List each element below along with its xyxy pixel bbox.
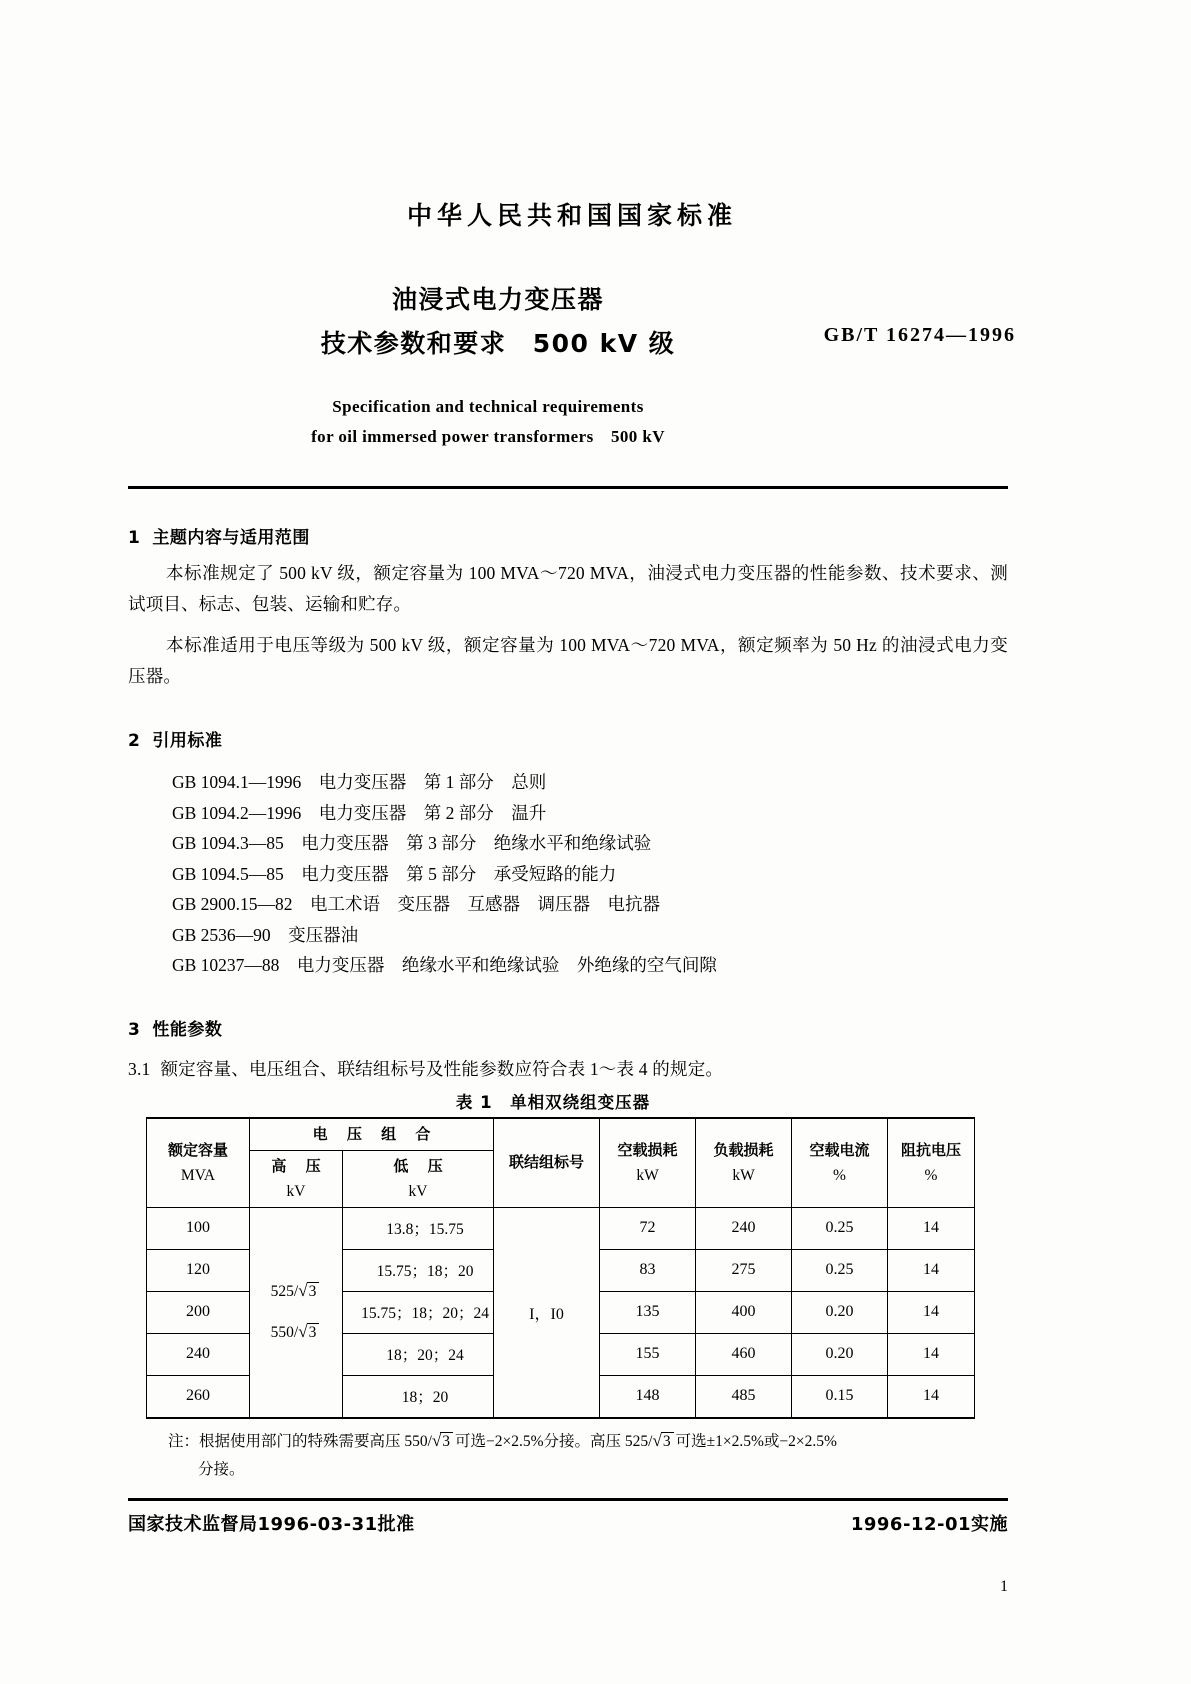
footer-implementation-text: 1996-12-01实施	[850, 1513, 1008, 1535]
cell-no-load-loss: 72	[600, 1207, 696, 1249]
english-title-line2: for oil immersed power transformers 500 kV	[311, 427, 665, 446]
high-voltage-option-2	[252, 1312, 340, 1353]
note-text-part-2: 可选−2×2.5%分接。高压 525/	[455, 1432, 653, 1450]
subsection-3-1	[128, 1056, 1008, 1081]
cell-capacity: 100	[147, 1207, 250, 1249]
cell-no-load-current: 0.20	[792, 1333, 888, 1375]
hv1-numerator: 525/	[270, 1283, 299, 1300]
cell-load-loss: 485	[696, 1375, 792, 1418]
cell-no-load-current: 0.15	[792, 1375, 888, 1418]
cell-no-load-current: 0.25	[792, 1249, 888, 1291]
national-standard-banner: 中华人民共和国国家标准	[406, 201, 737, 230]
cell-load-loss: 400	[696, 1291, 792, 1333]
cell-high-voltage	[250, 1207, 343, 1418]
section-3-number: 3	[128, 1019, 141, 1040]
list-item: GB 1094.3—85 电力变压器 第 3 部分 绝缘水平和绝缘试验	[172, 833, 652, 853]
referenced-standards-list	[128, 767, 1008, 981]
section-1-number: 1	[128, 528, 141, 548]
table-1-header	[147, 1118, 975, 1208]
th-rated-capacity-label: 额定容量	[167, 1140, 228, 1159]
section-1-paragraph-1: 本标准规定了 500 kV 级，额定容量为 100 MVA～720 MVA，油浸式电力变压器的性能参数、技术要求、测试项目、标志、包装、运输和贮存。	[128, 563, 1008, 614]
th-voltage-combination	[250, 1118, 494, 1151]
cell-low-voltage: 15.75；18；20；24	[343, 1291, 494, 1333]
th-no-load-current	[792, 1118, 888, 1208]
th-load-loss-unit: kW	[732, 1166, 755, 1184]
cell-capacity: 120	[147, 1249, 250, 1291]
table-row	[147, 1207, 975, 1249]
th-high-voltage	[250, 1150, 343, 1207]
cell-no-load-current: 0.25	[792, 1207, 888, 1249]
list-item: GB 1094.5—85 电力变压器 第 5 部分 承受短路的能力	[172, 863, 617, 884]
table-header-row-top	[147, 1118, 975, 1151]
list-item: GB 1094.2—1996 电力变压器 第 2 部分 温升	[172, 802, 547, 823]
table-1-note	[168, 1427, 968, 1484]
section-heading-3	[128, 1015, 1008, 1040]
sqrt-symbol-icon: √3	[432, 1427, 455, 1456]
title-block	[128, 278, 1016, 366]
cell-low-voltage: 13.8；15.75	[343, 1207, 494, 1249]
cell-no-load-loss: 83	[600, 1249, 696, 1291]
footer-divider-rule	[128, 1498, 1008, 1501]
list-item: GB 1094.1—1996 电力变压器 第 1 部分 总则	[172, 772, 547, 792]
th-high-voltage-label: 高 压	[271, 1156, 328, 1175]
section-3-title: 性能参数	[152, 1019, 223, 1040]
th-impedance-voltage-unit: %	[924, 1166, 938, 1184]
section-1-paragraph-2: 本标准适用于电压等级为 500 kV 级，额定容量为 100 MVA～720 MVA，额定频率为 50 Hz 的油浸式电力变压器。	[128, 635, 1008, 686]
cell-vector-group: I，I0	[494, 1207, 600, 1418]
document-title-line1: 油浸式电力变压器	[391, 285, 604, 314]
hv1-radicand: 3	[307, 1282, 320, 1300]
th-high-voltage-unit: kV	[286, 1182, 306, 1200]
section-2-number: 2	[128, 731, 141, 751]
cell-no-load-loss: 155	[600, 1333, 696, 1375]
section-1-title: 主题内容与适用范围	[152, 528, 310, 548]
table-1-single-phase-two-winding-transformers	[146, 1117, 975, 1419]
hv2-radicand: 3	[307, 1323, 320, 1341]
cell-load-loss: 240	[696, 1207, 792, 1249]
page-number: 1	[1000, 1577, 1008, 1595]
note-radicand-2: 3	[661, 1432, 674, 1450]
th-no-load-loss-unit: kW	[636, 1166, 659, 1184]
th-impedance-voltage	[888, 1118, 975, 1208]
footer-approval-text: 国家技术监督局1996-03-31批准	[128, 1513, 415, 1535]
th-load-loss	[696, 1118, 792, 1208]
th-voltage-combination-label: 电 压 组 合	[312, 1124, 438, 1143]
cell-low-voltage: 18；20；24	[343, 1333, 494, 1375]
standard-number: GB/T 16274—1996	[823, 324, 1016, 346]
subsection-3-1-number: 3.1	[128, 1058, 151, 1079]
english-title-line1: Specification and technical requirements	[332, 397, 644, 416]
sqrt-symbol-icon: √3	[298, 1312, 321, 1353]
list-item: GB 2900.15—82 电工术语 变压器 互感器 调压器 电抗器	[172, 894, 661, 914]
english-title-block	[128, 392, 1008, 452]
th-vector-group: 联结组标号	[494, 1118, 600, 1208]
cell-capacity: 200	[147, 1291, 250, 1333]
document-title-line2: 技术参数和要求 500 kV 级	[320, 329, 676, 358]
section-heading-1	[128, 523, 1008, 548]
sqrt-symbol-icon: √3	[298, 1271, 321, 1312]
table-1-body	[147, 1207, 975, 1418]
high-voltage-option-1	[252, 1271, 340, 1312]
list-item: GB 2536—90 变压器油	[172, 924, 359, 945]
cell-impedance: 14	[888, 1207, 975, 1249]
cell-impedance: 14	[888, 1375, 975, 1418]
th-rated-capacity-unit: MVA	[180, 1166, 216, 1184]
th-low-voltage	[343, 1150, 494, 1207]
cell-impedance: 14	[888, 1291, 975, 1333]
hv2-numerator: 550/	[270, 1324, 299, 1341]
th-low-voltage-unit: kV	[408, 1182, 428, 1200]
masthead	[128, 196, 1008, 232]
footer	[128, 1510, 1008, 1536]
header-divider-rule	[128, 486, 1008, 489]
table-1-caption: 表 1 单相双绕组变压器	[455, 1092, 651, 1112]
cell-impedance: 14	[888, 1333, 975, 1375]
cell-impedance: 14	[888, 1249, 975, 1291]
cell-low-voltage: 18；20	[343, 1375, 494, 1418]
cell-load-loss: 460	[696, 1333, 792, 1375]
th-no-load-current-unit: %	[833, 1166, 846, 1184]
cell-capacity: 260	[147, 1375, 250, 1418]
cell-capacity: 240	[147, 1333, 250, 1375]
th-load-loss-label: 负载损耗	[713, 1140, 774, 1159]
th-no-load-loss	[600, 1118, 696, 1208]
th-no-load-current-label: 空载电流	[809, 1140, 870, 1159]
cell-no-load-loss: 135	[600, 1291, 696, 1333]
note-text-part-1: 注：根据使用部门的特殊需要高压 550/	[168, 1432, 432, 1450]
list-item: GB 10237—88 电力变压器 绝缘水平和绝缘试验 外绝缘的空气间隙	[172, 955, 717, 975]
section-heading-2	[128, 726, 1008, 751]
cell-load-loss: 275	[696, 1249, 792, 1291]
cell-no-load-current: 0.20	[792, 1291, 888, 1333]
th-impedance-voltage-label: 阻抗电压	[901, 1140, 962, 1159]
section-2-title: 引用标准	[152, 731, 223, 751]
th-no-load-loss-label: 空载损耗	[617, 1140, 678, 1159]
cell-low-voltage: 15.75；18；20	[343, 1249, 494, 1291]
note-text-part-3: 可选±1×2.5%或−2×2.5%	[675, 1432, 837, 1450]
subsection-3-1-text: 额定容量、电压组合、联结组标号及性能参数应符合表 1～表 4 的规定。	[160, 1058, 724, 1079]
sqrt-symbol-icon: √3	[652, 1427, 675, 1456]
note-text-part-4: 分接。	[198, 1460, 245, 1478]
cell-no-load-loss: 148	[600, 1375, 696, 1418]
th-low-voltage-label: 低 压	[393, 1156, 450, 1175]
note-radicand-1: 3	[440, 1432, 453, 1450]
page-content	[128, 0, 1016, 1596]
th-rated-capacity	[147, 1118, 250, 1208]
